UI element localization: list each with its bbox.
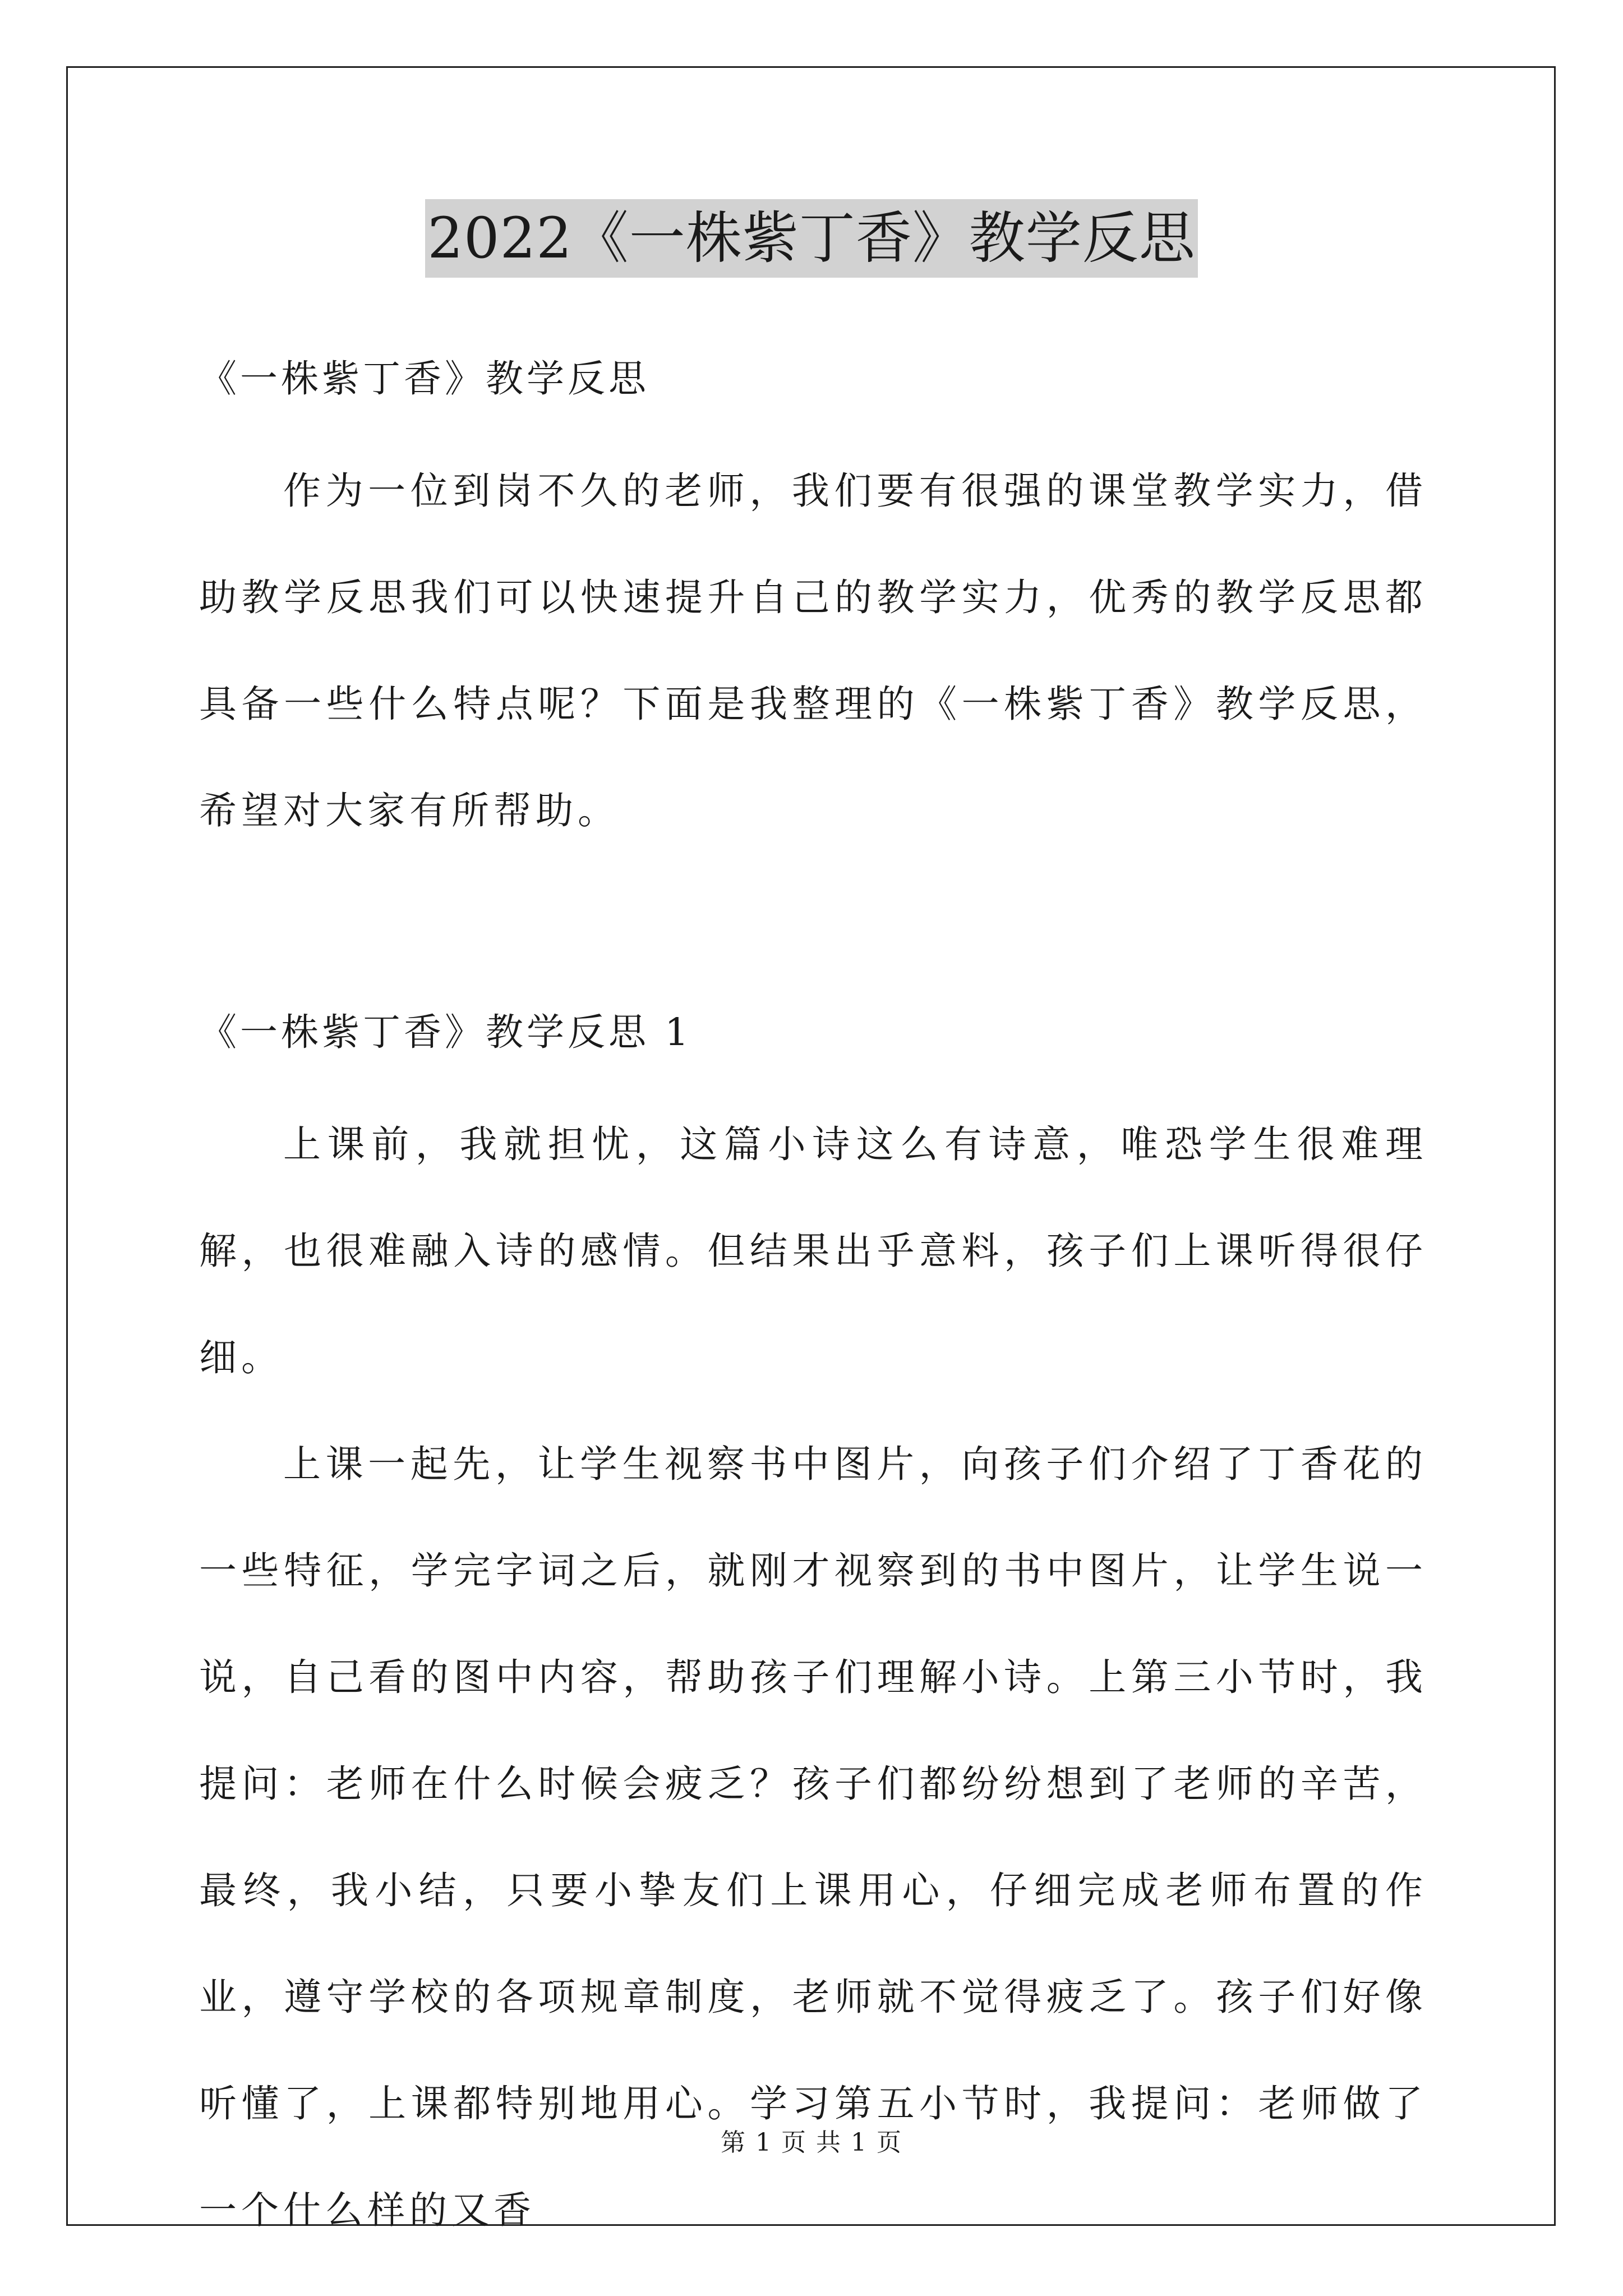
body-paragraph: 上课一起先，让学生视察书中图片，向孩子们介绍了丁香花的一些特征，学完字词之后，就刚才视察到的书中图片，让学生说一说，自己看的图中内容，帮助孩子们理解小诗。上第三小节时，我提问：老师在什么时候会疲乏？孩子们都纷纷想到了老师的辛苦，最终，我小结，只要小挚友们上课用心，仔细完成老师布置的作业，遵守学校的各项规章制度，老师就不觉得疲乏了。孩子们好像听懂了，上课都特别地用心。学习第五小节时，我提问：老师做了一个什么样的又香 [199,1442,1427,2232]
document-title: 2022《一株紫丁香》教学反思 [425,199,1198,278]
document-subtitle: 《一株紫丁香》教学反思 [199,357,649,401]
intro-block [199,438,1427,864]
title-container [0,199,1623,278]
section-body [199,1091,1427,2263]
section-heading: 《一株紫丁香》教学反思 1 [199,1010,692,1054]
body-paragraph: 上课前，我就担忧，这篇小诗这么有诗意，唯恐学生很难理解，也很难融入诗的感情。但结果出乎意料，孩子们上课听得很仔细。 [199,1122,1427,1379]
page-footer: 第 1 页 共 1 页 [721,2128,902,2157]
intro-paragraph: 作为一位到岗不久的老师，我们要有很强的课堂教学实力，借助教学反思我们可以快速提升自己的教学实力，优秀的教学反思都具备一些什么特点呢？下面是我整理的《一株紫丁香》教学反思，希望对大家有所帮助。 [199,469,1427,832]
